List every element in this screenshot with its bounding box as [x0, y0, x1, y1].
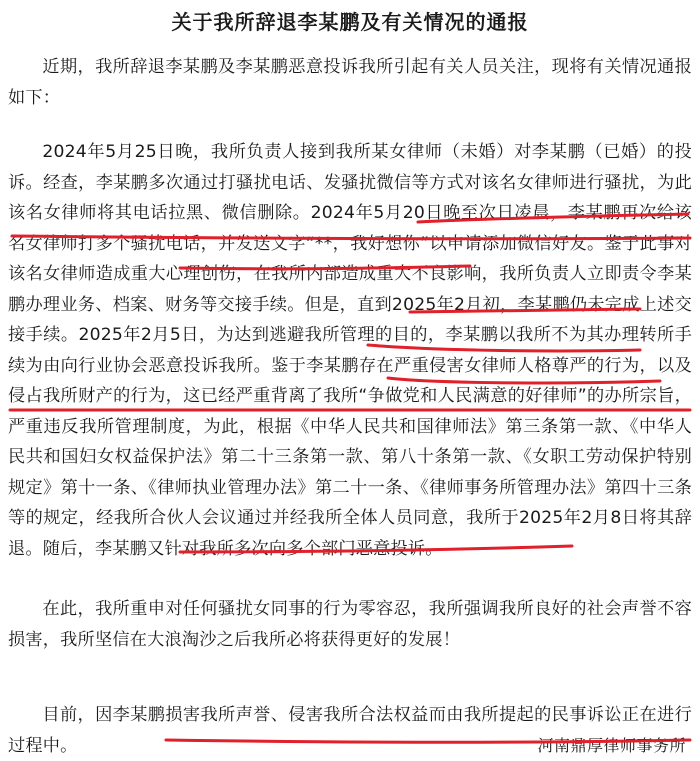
paragraph-statement	[8, 594, 692, 655]
signature: 河南鼎厚律师事务所	[537, 736, 686, 755]
details-segment-5: 。鉴于李某鹏存在严重侵害女律师人格尊严的行为，以及侵占我所财产的行为，这已经严重背离了我所“争做党和人民满意的好律师”的办所宗旨，严重违反我所管理制度，为此，根据《中华人民共和国律师法》第三条第一款、《中华人民共和国妇女权益保护法》第二十三条第一款、第八十条第一款、《女职工劳动保护特别规定》第十一条、《律师执业管理办法》第二十一条、《律师事务所管理办法》第四十三条等的规定，经我所合伙人会议通过并经我所全体人员同意，我所于2025年2月8日将其辞退。	[8, 355, 692, 559]
paragraph-details	[8, 137, 692, 564]
details-segment-4: 2025年2月5日，为达到逃避我所管理的目的，李某鹏以我所不为其办理转所手续为由向行业协会恶意投诉我所	[8, 325, 692, 376]
details-segment-6: 随后，李某鹏又针对我所多次向多个部门恶意投诉。	[42, 538, 443, 559]
paragraph-intro-text: 近期，我所辞退李某鹏及李某鹏恶意投诉我所引起有关人员关注，现将有关情况通报如下：	[8, 57, 692, 108]
paragraph-lawsuit-text: 目前，因李某鹏损害我所声誉、侵害我所合法权益而由我所提起的民事诉讼正在进行过程中。	[8, 705, 692, 756]
paragraph-intro	[8, 52, 692, 113]
document-title: 关于我所辞退李某鹏及有关情况的通报	[171, 10, 529, 34]
details-segment-1: 2024年5月25日晚，我所负责人接到我所某女律师（未婚）对李某鹏（已婚）的投诉。经查，李某鹏多次通过打骚扰电话、发骚扰微信等方式对该名女律师进行骚扰，为此该名女律师将其电话拉黑、微信删除。	[8, 142, 692, 223]
details-segment-2: 2024年5月20日晚至次日凌晨，李某鹏再次给该名女律师打多个骚扰电话，并发送文字“**，我好想你”以申请添加微信好友。鉴于此事对该名女律师造成重大心理创伤	[8, 203, 692, 284]
paragraph-statement-text: 在此，我所重申对任何骚扰女同事的行为零容忍，我所强调我所良好的社会声誉不容损害，我所坚信在大浪淘沙之后我所必将获得更好的发展！	[8, 599, 692, 650]
details-segment-3: ，在我所内部造成重大不良影响，我所负责人立即责令李某鹏办理业务、档案、财务等交接手续。但是，直到2025年2月初，李某鹏仍未完成上述交接手续。	[8, 264, 693, 345]
